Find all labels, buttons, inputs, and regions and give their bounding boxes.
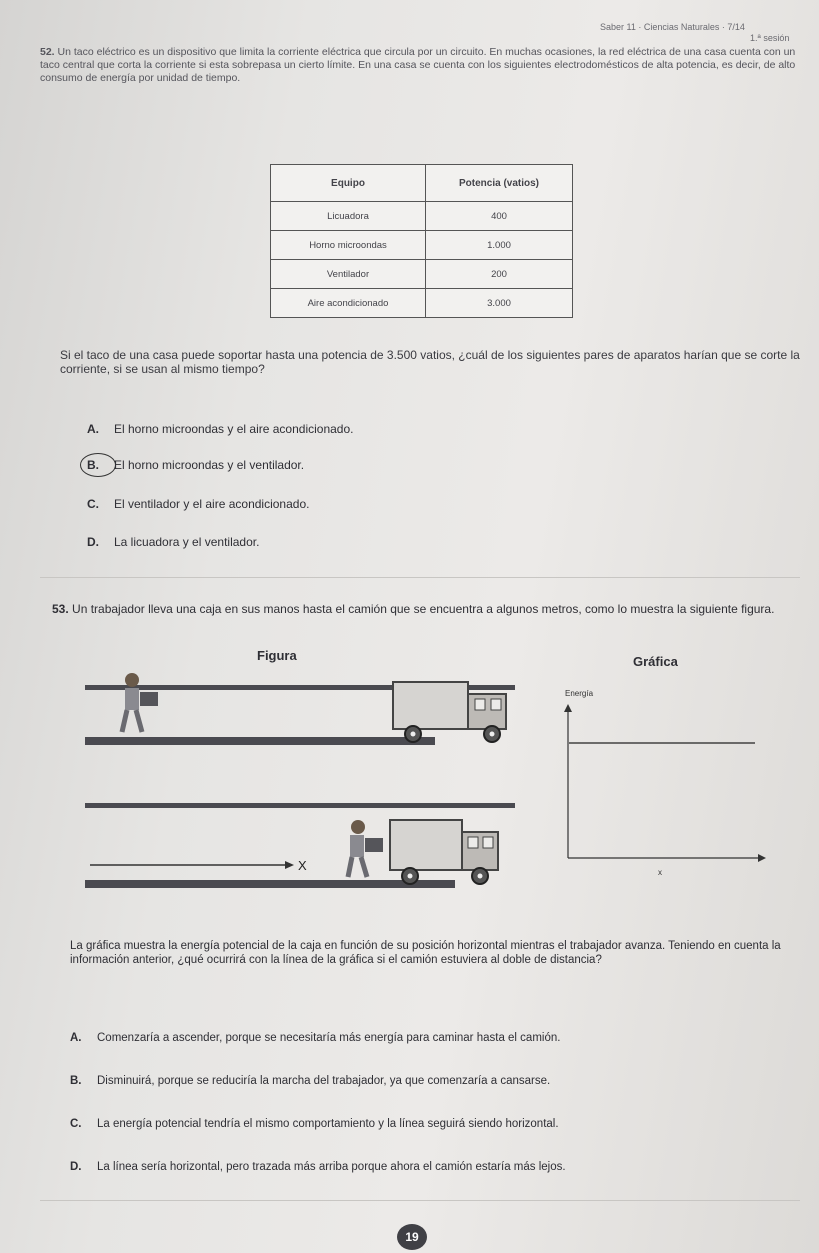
table-header-equipo: Equipo <box>271 165 426 202</box>
table-row <box>271 202 573 231</box>
table-cell: 3.000 <box>426 289 573 318</box>
truck-top <box>393 682 506 742</box>
q53-question: La gráfica muestra la energía potencial de la caja en función de su posición horizontal mientras el trabajador avanza. Teniendo en cuenta la información anterior, ¿qué ocurrirá con la línea de la gráfica si el camión estuviera al doble de distancia? <box>70 940 781 966</box>
option-letter: C. <box>87 497 99 511</box>
q52-option-d[interactable] <box>87 535 259 549</box>
table-cell: Aire acondicionado <box>271 289 426 318</box>
option-text: La energía potencial tendría el mismo comportamiento y la línea seguirá siendo horizontal. <box>97 1118 559 1130</box>
q52-text: Un taco eléctrico es un dispositivo que limita la corriente eléctrica que circula por un circuito. En muchas ocasiones, la red eléctrica de una casa cuenta con un taco central que corta la corriente si esta sobrepasa un cierto límite. En una casa se cuenta con los siguientes electrodomésticos de alta potencia, es decir, de alto consumo de energía por unidad de tiempo. <box>40 46 796 84</box>
x-axis-arrow-icon <box>758 854 766 862</box>
table-cell: 400 <box>426 202 573 231</box>
q53-option-c[interactable] <box>70 1118 559 1130</box>
option-text: El horno microondas y el ventilador. <box>114 458 305 472</box>
option-text: El ventilador y el aire acondicionado. <box>114 497 310 511</box>
graph-title: Gráfica <box>633 654 678 669</box>
power-table <box>270 164 573 318</box>
option-letter: A. <box>87 422 99 436</box>
q52-option-c[interactable] <box>87 497 309 511</box>
q53-text: Un trabajador lleva una caja en sus manos hasta el camión que se encuentra a algunos metros, como lo muestra la siguiente figura. <box>72 602 775 616</box>
option-letter: C. <box>70 1118 82 1130</box>
q53-number: 53. <box>52 602 69 616</box>
q52-question: Si el taco de una casa puede soportar hasta una potencia de 3.500 vatios, ¿cuál de los siguientes pares de aparatos harían que se corte la corriente, si se usan al mismo tiempo? <box>60 348 800 376</box>
road-top <box>85 737 435 745</box>
table-row <box>271 289 573 318</box>
option-letter: D. <box>70 1161 82 1173</box>
q53-option-a[interactable] <box>70 1032 560 1044</box>
option-text: La línea sería horizontal, pero trazada más arriba porque ahora el camión estaría más lejos. <box>97 1161 566 1173</box>
option-letter: B. <box>70 1075 82 1087</box>
option-text: La licuadora y el ventilador. <box>114 535 260 549</box>
figure-title: Figura <box>257 648 297 663</box>
q52-option-a[interactable] <box>87 422 353 436</box>
y-axis-arrow-icon <box>564 704 572 712</box>
q52-option-b[interactable] <box>87 458 304 472</box>
header-session: 1.ª sesión <box>750 33 790 43</box>
q53-stem <box>52 602 802 616</box>
table-cell: Licuadora <box>271 202 426 231</box>
table-row <box>271 260 573 289</box>
arrow-head-icon <box>285 861 294 869</box>
q52-stem <box>40 46 800 85</box>
table-cell: 1.000 <box>426 231 573 260</box>
option-text: Comenzaría a ascender, porque se necesitaría más energía para caminar hasta el camión. <box>97 1032 561 1044</box>
graph-xlabel: x <box>658 868 662 877</box>
road-bottom <box>85 880 455 888</box>
table-cell: Ventilador <box>271 260 426 289</box>
worker-bottom <box>348 820 383 877</box>
top-line-2 <box>85 803 515 808</box>
header-subject: Saber 11 · Ciencias Naturales · 7/14 <box>600 22 745 32</box>
truck-bottom <box>390 820 498 884</box>
x-label: X <box>298 858 307 873</box>
q53-option-d[interactable] <box>70 1161 566 1173</box>
worker-truck-figure <box>80 670 530 895</box>
option-letter: D. <box>87 535 99 549</box>
option-letter: A. <box>70 1032 82 1044</box>
table-row <box>271 231 573 260</box>
energy-graph <box>555 680 785 880</box>
footer-divider <box>40 1200 800 1201</box>
option-text: El horno microondas y el aire acondicionado. <box>114 422 354 436</box>
q53-option-b[interactable] <box>70 1075 550 1087</box>
section-divider <box>40 577 800 578</box>
page-header <box>600 22 789 44</box>
option-text: Disminuirá, porque se reduciría la marcha del trabajador, ya que comenzaría a cansarse. <box>97 1075 551 1087</box>
table-cell: 200 <box>426 260 573 289</box>
option-letter: B. <box>87 458 99 472</box>
table-cell: Horno microondas <box>271 231 426 260</box>
q52-number: 52. <box>40 46 55 58</box>
graph-ylabel: Energía <box>565 689 594 698</box>
table-header-row <box>271 165 573 202</box>
page-number-badge: 19 <box>397 1224 427 1250</box>
table-header-potencia: Potencia (vatios) <box>426 165 573 202</box>
worker-top <box>122 673 158 732</box>
